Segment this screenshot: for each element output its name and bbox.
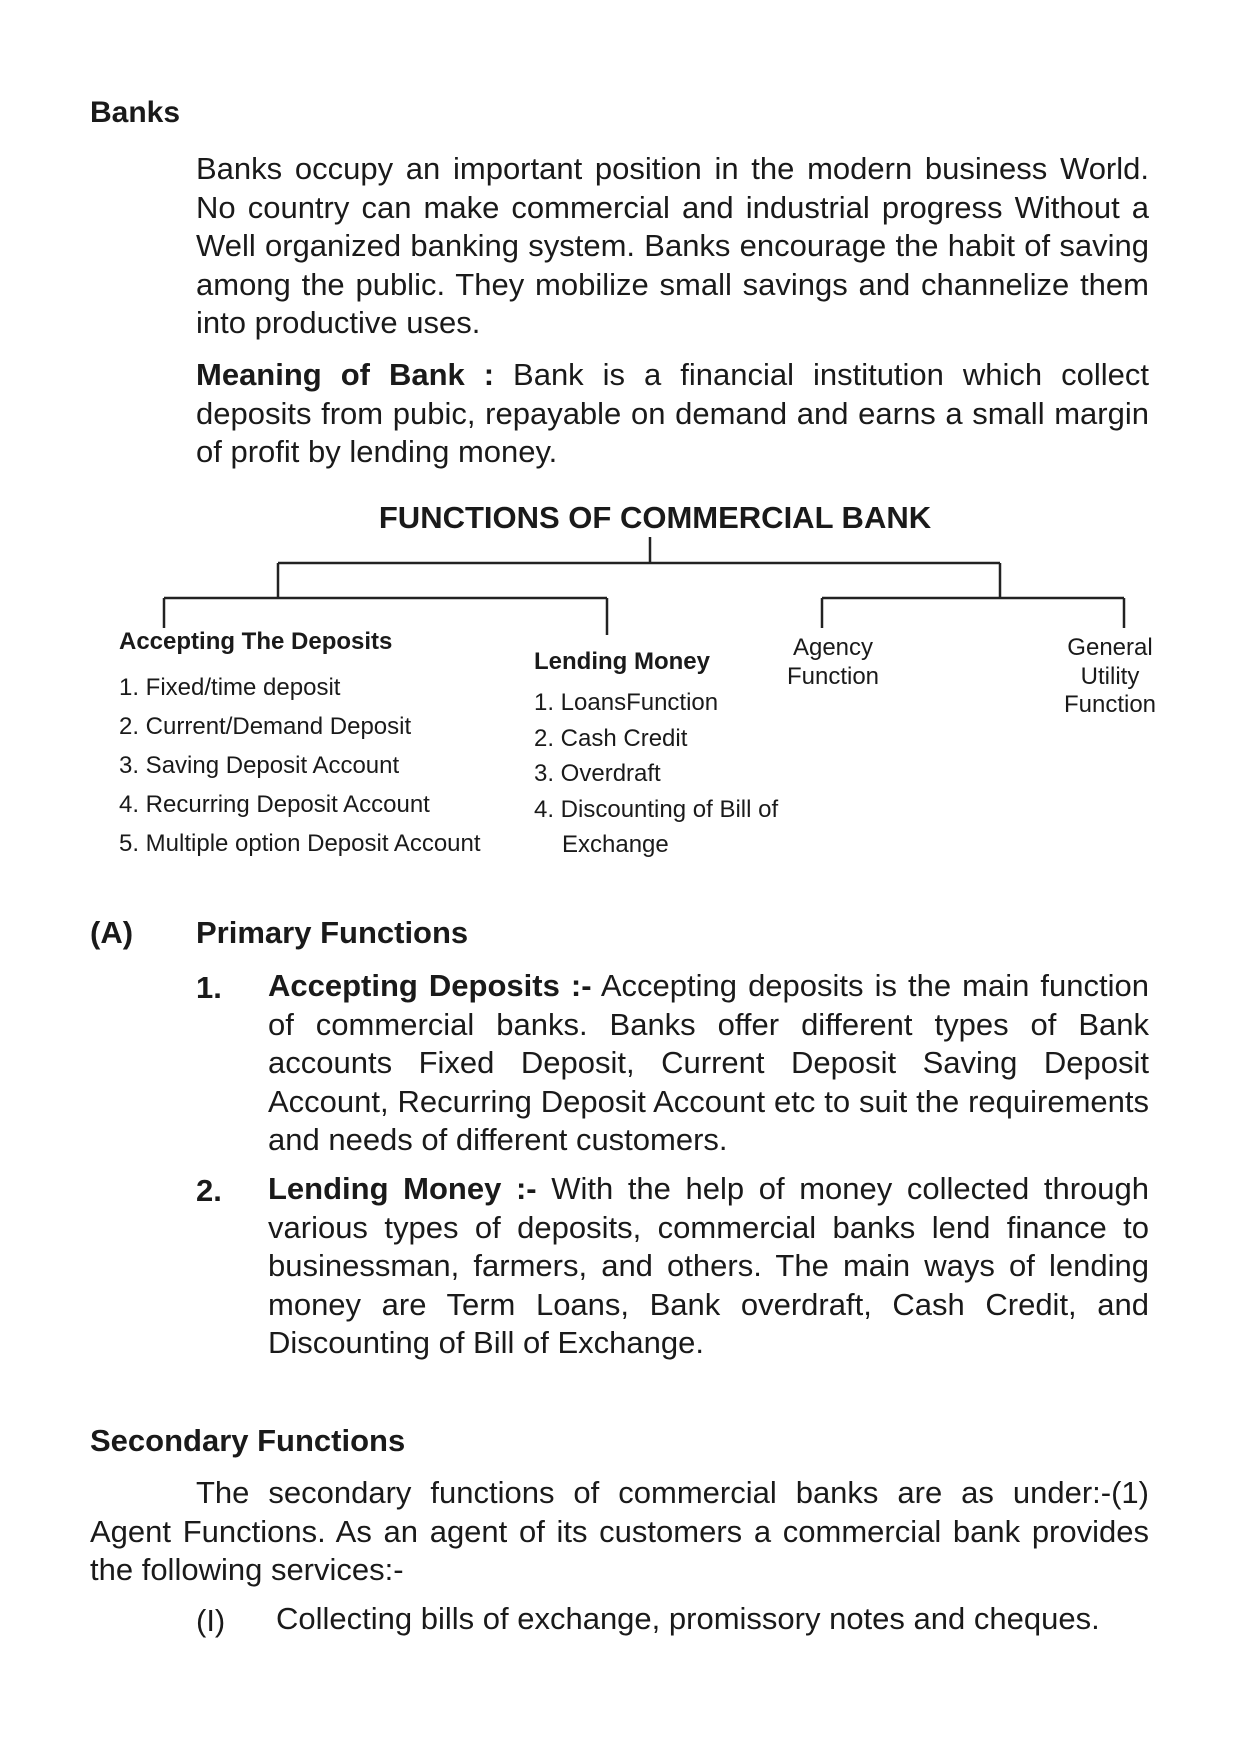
list-item: 1. Fixed/time deposit <box>119 674 341 701</box>
general-utility-function-node <box>1055 634 1165 720</box>
accepting-deposits-column <box>119 628 481 863</box>
banks-paragraph: Banks occupy an important position in the modern business World. No country can make commercial and industrial progress Without a Well organized banking system. Banks encourage the habit of saving among the public. They mobilize small savings and channelize them into productive uses. <box>196 151 1149 340</box>
item-number: 2. <box>196 1173 222 1208</box>
lending-money-column <box>534 648 778 863</box>
secondary-section-title: Secondary Functions <box>90 1423 406 1458</box>
general-line2: Utility <box>1080 662 1140 690</box>
list-item: 1. LoansFunction <box>534 689 719 716</box>
item-number: 1. <box>196 970 222 1005</box>
list-item: 3. Overdraft <box>534 760 661 787</box>
list-item: 2. Current/Demand Deposit <box>119 713 412 740</box>
primary-section-title: Primary Functions <box>196 915 469 950</box>
accepting-deposits-paragraph <box>268 967 1149 1160</box>
item-text: With the help of money collected through various types of deposits, commercial banks lend finance to businessman, farmers, and others. The main ways of lending money are Term Loans, Bank overdraft, Cash Credit, and Discounting of Bill of Exchange. <box>268 1171 1149 1360</box>
list-item: 4. Discounting of Bill of <box>534 795 779 823</box>
agency-line1: Agency <box>792 634 874 661</box>
item-lead: Lending Money :- <box>268 1171 537 1206</box>
primary-section-label: (A) <box>90 915 134 950</box>
item-text: Accepting deposits is the main function of commercial banks. Banks offer different types of Bank accounts Fixed Deposit, Current Deposit Saving Deposit Account, Recurring Deposit Account etc to suit the requirements and needs of different customers. <box>268 968 1149 1157</box>
agency-function-node <box>768 634 898 691</box>
section-title-banks: Banks <box>90 96 181 129</box>
accepting-heading: Accepting The Deposits <box>119 628 393 655</box>
lending-list <box>534 685 778 863</box>
list-item: 2. Cash Credit <box>534 724 688 752</box>
general-line3: Function <box>1063 691 1157 718</box>
list-item: 5. Multiple option Deposit Account <box>119 830 481 857</box>
general-line1: General <box>1067 634 1153 661</box>
lending-heading: Lending Money <box>534 648 710 675</box>
list-item: Exchange <box>562 831 669 858</box>
list-item: 3. Saving Deposit Account <box>119 752 400 779</box>
sub-item-text: Collecting bills of exchange, promissory notes and cheques. <box>276 1601 1100 1636</box>
agency-line2: Function <box>786 662 880 690</box>
lending-money-paragraph <box>268 1170 1149 1363</box>
secondary-paragraph: The secondary functions of commercial banks are as under:-(1) Agent Functions. As an agent of its customers a commercial bank provides the following services:- <box>90 1475 1149 1587</box>
meaning-of-bank-paragraph <box>196 356 1149 472</box>
sub-item-number: (I) <box>196 1603 226 1638</box>
accepting-list <box>119 668 481 863</box>
chart-title: FUNCTIONS OF COMMERCIAL BANK <box>378 500 932 535</box>
item-lead: Accepting Deposits :- <box>268 968 592 1003</box>
list-item: 4. Recurring Deposit Account <box>119 791 430 818</box>
meaning-label: Meaning of Bank : <box>196 357 495 392</box>
meaning-text: Bank is a financial institution which collect deposits from pubic, repayable on demand and earns a small margin of profit by lending money. <box>196 357 1149 469</box>
